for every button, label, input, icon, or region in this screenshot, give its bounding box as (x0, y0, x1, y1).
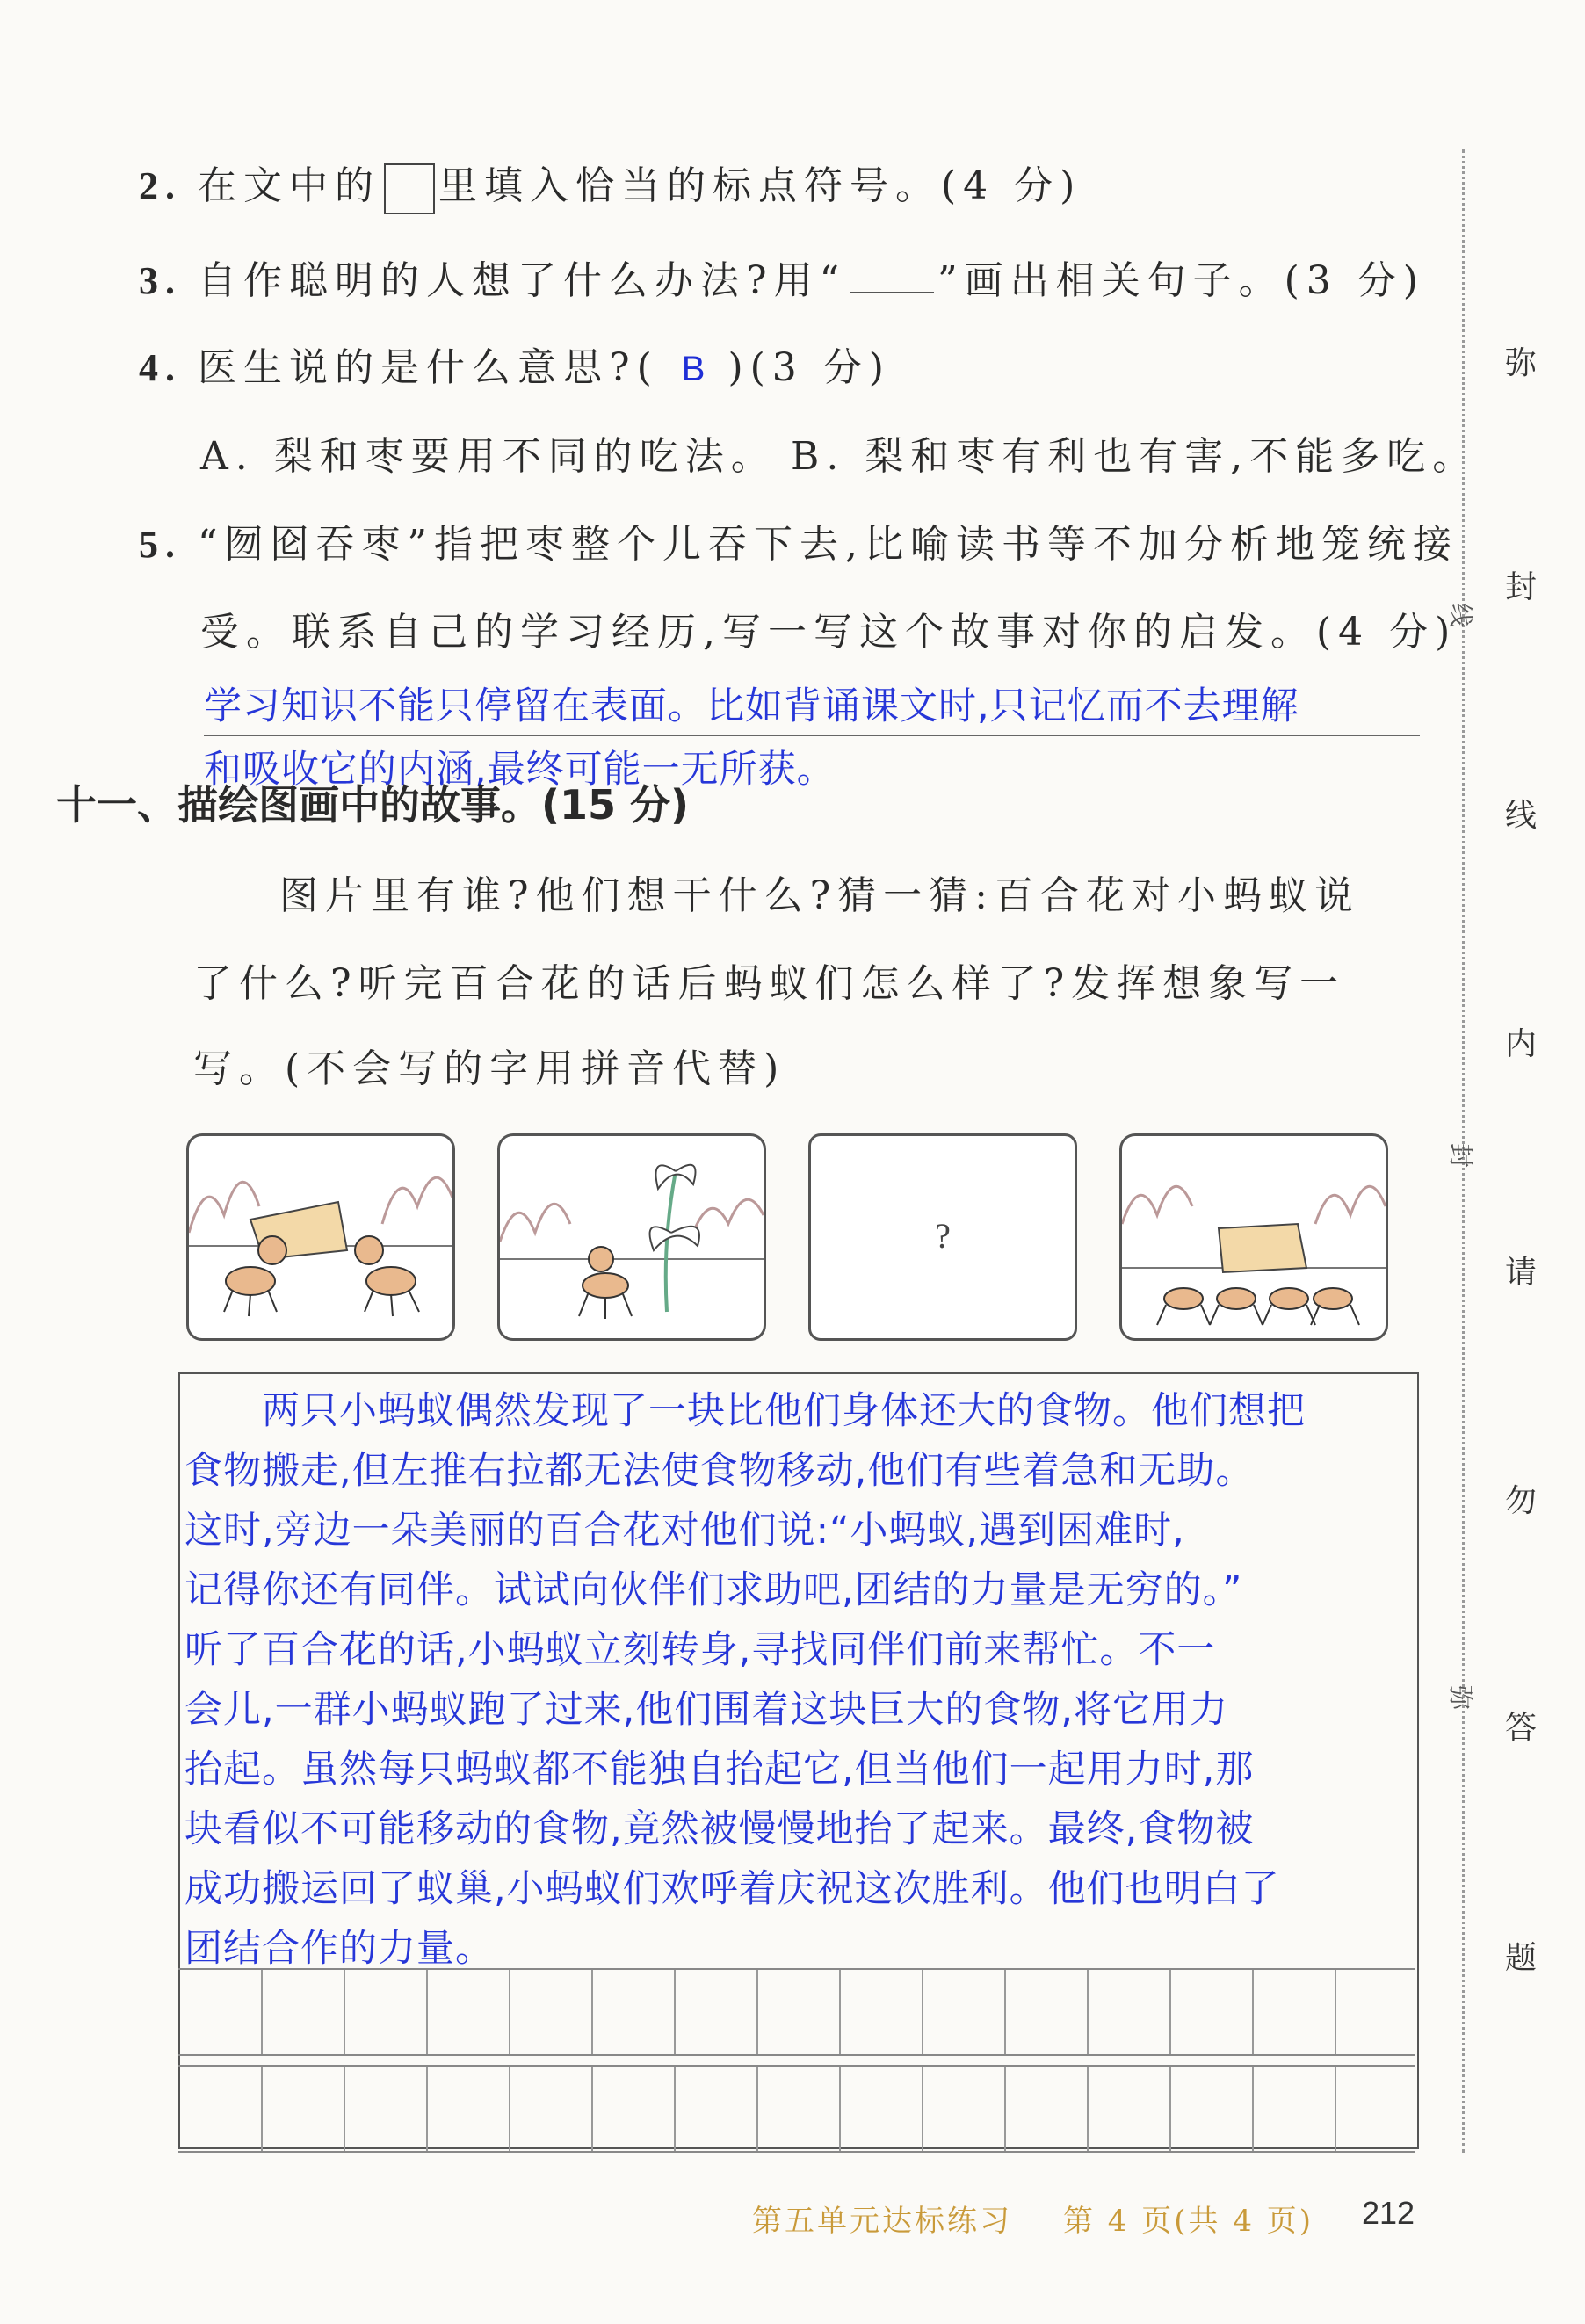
footer-unit: 第五单元达标练习 (752, 2204, 1012, 2239)
question-number: 2. (139, 164, 182, 207)
question-2 (139, 154, 1082, 214)
story-picture-4 (1119, 1133, 1388, 1341)
binding-char: 答 (1505, 1710, 1538, 1746)
answer-rule (204, 735, 1420, 736)
footer-page: 第 4 页(共 4 页) (1063, 2204, 1314, 2239)
answer-box[interactable] (384, 163, 435, 214)
essay-line[interactable]: 记得你还有同伴。试试向伙伴们求助吧,团结的力量是无穷的。” (185, 1568, 1243, 1612)
question-number: 3. (139, 259, 182, 302)
question-text: “囫囵吞枣”指把枣整个儿吞下去,比喻读书等不加分析地笼统接 (198, 522, 1458, 567)
question-mark: ? (935, 1216, 951, 1256)
binding-char: 弥 (1505, 345, 1538, 381)
question-text: )(3 分) (727, 345, 891, 390)
essay-line[interactable]: 成功搬运回了蚁巢,小蚂蚁们欢呼着庆祝这次胜利。他们也明白了 (185, 1867, 1280, 1911)
question-text: 在文中的 (198, 163, 380, 208)
section-title: 十一、描绘图画中的故事。(15 分) (56, 781, 690, 829)
lily-and-ant-illustration (500, 1136, 764, 1338)
empty-grid-row (178, 2065, 1415, 2153)
question-4-option-a: A. 梨和枣要用不同的吃法。 (200, 434, 777, 479)
essay-line[interactable]: 抬起。虽然每只蚂蚁都不能独自抬起它,但当他们一起用力时,那 (185, 1748, 1255, 1792)
essay-line[interactable]: 会儿,一群小蚂蚁跑了过来,他们围着这块巨大的食物,将它用力 (185, 1688, 1229, 1732)
story-picture-3 (808, 1133, 1077, 1341)
essay-line[interactable]: 这时,旁边一朵美丽的百合花对他们说:“小蚂蚁,遇到困难时, (185, 1509, 1185, 1553)
essay-line[interactable]: 两只小蚂蚁偶然发现了一块比他们身体还大的食物。他们想把 (185, 1389, 1306, 1433)
question-text: ”画出相关句子。(3 分) (937, 258, 1425, 303)
binding-char: 勿 (1505, 1483, 1538, 1519)
question-text: 医生说的是什么意思?( (198, 345, 659, 390)
answer-line[interactable]: 和吸收它的内涵,最终可能一无所获。 (204, 748, 836, 792)
question-number: 5. (139, 523, 182, 566)
section-prompt: 写。(不会写的字用拼音代替) (193, 1046, 786, 1091)
question-5-line-2: 受。联系自己的学习经历,写一写这个故事对你的启发。(4 分) (200, 610, 1458, 655)
handwritten-answer[interactable]: B (681, 350, 706, 388)
essay-line[interactable]: 听了百合花的话,小蚂蚁立刻转身,寻找同伴们前来帮忙。不一 (185, 1628, 1216, 1672)
question-4-option-b: B. 梨和枣有利也有害,不能多吃。 (791, 434, 1479, 479)
binding-note: 弥 (1446, 1684, 1476, 1711)
essay-line[interactable]: 团结合作的力量。 (185, 1927, 494, 1971)
section-prompt: 了什么?听完百合花的话后蚂蚁们怎么样了?发挥想象写一 (193, 961, 1346, 1006)
binding-note: 封 (1446, 1142, 1476, 1169)
question-3 (139, 249, 1425, 305)
binding-char: 封 (1505, 569, 1538, 605)
question-4 (139, 336, 891, 392)
binding-char: 内 (1505, 1026, 1538, 1062)
empty-grid-row (178, 1968, 1415, 2056)
story-picture-2 (497, 1133, 766, 1341)
essay-line[interactable]: 食物搬走,但左推右拉都无法使食物移动,他们有些着急和无助。 (185, 1449, 1255, 1493)
binding-note: 线 (1446, 602, 1476, 628)
binding-char: 线 (1505, 798, 1538, 834)
binding-char: 题 (1505, 1940, 1538, 1976)
answer-line[interactable]: 学习知识不能只停留在表面。比如背诵课文时,只记忆而不去理解 (204, 684, 1299, 728)
page-number: 212 (1362, 2195, 1415, 2231)
ants-carrying-cake-illustration (1122, 1136, 1386, 1338)
question-5 (139, 512, 1458, 568)
underline-blank (850, 283, 934, 293)
ants-and-cake-illustration (189, 1136, 452, 1338)
binding-char: 请 (1505, 1255, 1538, 1291)
question-text: 自作聪明的人想了什么办法?用“ (198, 258, 847, 303)
question-number: 4. (139, 346, 182, 389)
story-picture-1 (186, 1133, 455, 1341)
question-text: 里填入恰当的标点符号。(4 分) (438, 163, 1082, 208)
essay-line[interactable]: 块看似不可能移动的食物,竟然被慢慢地抬了起来。最终,食物被 (185, 1807, 1255, 1851)
section-prompt: 图片里有谁?他们想干什么?猜一猜:百合花对小蚂蚁说 (279, 873, 1361, 918)
